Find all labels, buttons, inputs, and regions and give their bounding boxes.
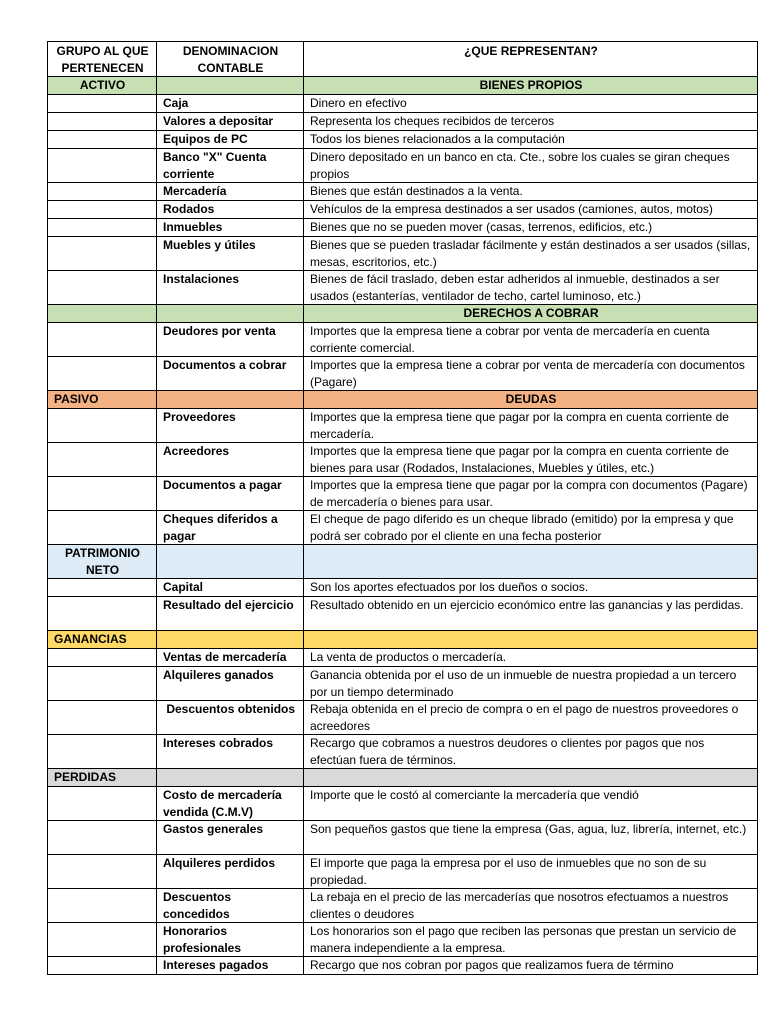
group-row — [48, 631, 758, 649]
group-label: PERDIDAS — [48, 769, 157, 787]
account-description: El cheque de pago diferido es un cheque librado (emitido) por la empresa y que podrá ser cobrado por el cliente en una fecha posterior — [304, 511, 758, 545]
group-empty-cell — [157, 305, 304, 323]
account-description: Vehículos de la empresa destinados a ser usados (camiones, autos, motos) — [304, 201, 758, 219]
account-name: Capital — [157, 579, 304, 597]
group-empty-cell — [48, 667, 157, 701]
account-description: La rebaja en el precio de las mercaderías que nosotros efectuamos a nuestros clientes o deudores — [304, 889, 758, 923]
account-name: Valores a depositar — [157, 113, 304, 131]
account-description: Los honorarios son el pago que reciben las personas que prestan un servicio de manera independiente a la empresa. — [304, 923, 758, 957]
section-label — [304, 631, 758, 649]
account-name: Proveedores — [157, 409, 304, 443]
header-group-cell: GRUPO AL QUE PERTENECEN — [48, 42, 157, 77]
group-empty-cell — [48, 649, 157, 667]
group-empty-cell — [157, 545, 304, 579]
account-name: Alquileres perdidos — [157, 855, 304, 889]
account-description: Ganancia obtenida por el uso de un inmueble de nuestra propiedad a un tercero por un tiempo determinado — [304, 667, 758, 701]
section-label: DERECHOS A COBRAR — [304, 305, 758, 323]
group-empty-cell — [48, 113, 157, 131]
account-name: Honorarios profesionales — [157, 923, 304, 957]
header-denomination-cell: DENOMINACION CONTABLE — [157, 42, 304, 77]
account-description: Importes que la empresa tiene a cobrar por venta de mercadería con documentos (Pagare) — [304, 357, 758, 391]
account-name: Instalaciones — [157, 271, 304, 305]
account-row — [48, 219, 758, 237]
account-name: Descuentos obtenidos — [157, 701, 304, 735]
group-empty-cell — [48, 357, 157, 391]
account-name: Intereses pagados — [157, 957, 304, 975]
account-description: Son pequeños gastos que tiene la empresa (Gas, agua, luz, librería, internet, etc.) — [304, 821, 758, 855]
account-description: El importe que paga la empresa por el uso de inmuebles que no son de su propiedad. — [304, 855, 758, 889]
account-name: Rodados — [157, 201, 304, 219]
account-description: Bienes que se pueden trasladar fácilmente y están destinados a ser usados (sillas, mesas, escritorios, etc.) — [304, 237, 758, 271]
group-empty-cell — [48, 409, 157, 443]
group-label: PATRIMONIO NETO — [48, 545, 157, 579]
group-empty-cell — [48, 443, 157, 477]
group-empty-cell — [48, 323, 157, 357]
account-row — [48, 579, 758, 597]
group-empty-cell — [48, 183, 157, 201]
group-row — [48, 77, 758, 95]
account-row — [48, 183, 758, 201]
account-name: Equipos de PC — [157, 131, 304, 149]
account-description: Importes que la empresa tiene que pagar por la compra en cuenta corriente de mercadería. — [304, 409, 758, 443]
group-empty-cell — [48, 271, 157, 305]
accounts-body — [48, 77, 758, 975]
account-name: Gastos generales — [157, 821, 304, 855]
account-description: Importes que la empresa tiene que pagar por la compra en cuenta corriente de bienes para usar (Rodados, Instalaciones, Muebles y útiles, etc.) — [304, 443, 758, 477]
account-name: Alquileres ganados — [157, 667, 304, 701]
group-empty-cell — [157, 391, 304, 409]
group-row — [48, 391, 758, 409]
account-row — [48, 923, 758, 957]
group-empty-cell — [48, 855, 157, 889]
account-name: Acreedores — [157, 443, 304, 477]
account-description: Bienes que están destinados a la venta. — [304, 183, 758, 201]
account-name: Costo de mercadería vendida (C.M.V) — [157, 787, 304, 821]
account-description: Representa los cheques recibidos de terceros — [304, 113, 758, 131]
group-empty-cell — [48, 579, 157, 597]
group-row — [48, 769, 758, 787]
header-meaning-cell: ¿QUE REPRESENTAN? — [304, 42, 758, 77]
account-name: Resultado del ejercicio — [157, 597, 304, 631]
account-row — [48, 357, 758, 391]
account-description: Son los aportes efectuados por los dueños o socios. — [304, 579, 758, 597]
group-empty-cell — [48, 957, 157, 975]
group-label — [48, 305, 157, 323]
account-row — [48, 735, 758, 769]
account-row — [48, 201, 758, 219]
account-name: Caja — [157, 95, 304, 113]
group-empty-cell — [48, 201, 157, 219]
header-row — [48, 42, 758, 77]
account-description: Resultado obtenido en un ejercicio económico entre las ganancias y las perdidas. — [304, 597, 758, 631]
account-row — [48, 957, 758, 975]
account-name: Descuentos concedidos — [157, 889, 304, 923]
group-empty-cell — [48, 889, 157, 923]
account-row — [48, 511, 758, 545]
account-name: Ventas de mercadería — [157, 649, 304, 667]
group-empty-cell — [48, 149, 157, 183]
account-name: Muebles y útiles — [157, 237, 304, 271]
account-row — [48, 409, 758, 443]
account-name: Cheques diferidos a pagar — [157, 511, 304, 545]
account-row — [48, 323, 758, 357]
account-description: Rebaja obtenida en el precio de compra o en el pago de nuestros proveedores o acreedores — [304, 701, 758, 735]
group-empty-cell — [48, 787, 157, 821]
section-label — [304, 769, 758, 787]
account-description: Todos los bienes relacionados a la computación — [304, 131, 758, 149]
group-label: PASIVO — [48, 391, 157, 409]
account-row — [48, 787, 758, 821]
account-description: Importe que le costó al comerciante la mercadería que vendió — [304, 787, 758, 821]
account-description: Bienes que no se pueden mover (casas, terrenos, edificios, etc.) — [304, 219, 758, 237]
account-name: Documentos a cobrar — [157, 357, 304, 391]
account-row — [48, 667, 758, 701]
account-row — [48, 131, 758, 149]
account-row — [48, 477, 758, 511]
account-row — [48, 597, 758, 631]
section-label: DEUDAS — [304, 391, 758, 409]
account-description: Recargo que cobramos a nuestros deudores o clientes por pagos que nos efectúan fuera de términos. — [304, 735, 758, 769]
account-name: Mercadería — [157, 183, 304, 201]
group-empty-cell — [157, 77, 304, 95]
group-empty-cell — [157, 631, 304, 649]
account-row — [48, 113, 758, 131]
group-empty-cell — [48, 131, 157, 149]
group-row — [48, 305, 758, 323]
account-description: Recargo que nos cobran por pagos que realizamos fuera de término — [304, 957, 758, 975]
account-name: Banco "X" Cuenta corriente — [157, 149, 304, 183]
group-empty-cell — [48, 923, 157, 957]
group-empty-cell — [48, 821, 157, 855]
account-name: Intereses cobrados — [157, 735, 304, 769]
group-empty-cell — [48, 219, 157, 237]
account-name: Deudores por venta — [157, 323, 304, 357]
account-name: Documentos a pagar — [157, 477, 304, 511]
account-row — [48, 821, 758, 855]
account-row — [48, 889, 758, 923]
account-row — [48, 271, 758, 305]
group-empty-cell — [48, 597, 157, 631]
account-description: Dinero en efectivo — [304, 95, 758, 113]
account-row — [48, 649, 758, 667]
account-row — [48, 149, 758, 183]
account-description: Bienes de fácil traslado, deben estar adheridos al inmueble, destinados a ser usados (estanterías, ventilador de techo, cartel luminoso, etc.) — [304, 271, 758, 305]
section-label — [304, 545, 758, 579]
group-empty-cell — [48, 701, 157, 735]
group-row — [48, 545, 758, 579]
group-empty-cell — [48, 477, 157, 511]
account-row — [48, 443, 758, 477]
group-label: GANANCIAS — [48, 631, 157, 649]
account-name: Inmuebles — [157, 219, 304, 237]
account-description: Importes que la empresa tiene que pagar por la compra con documentos (Pagare) de mercadería o bienes para usar. — [304, 477, 758, 511]
group-empty-cell — [48, 95, 157, 113]
group-label: ACTIVO — [48, 77, 157, 95]
account-row — [48, 701, 758, 735]
group-empty-cell — [48, 735, 157, 769]
group-empty-cell — [48, 237, 157, 271]
group-empty-cell — [48, 511, 157, 545]
account-row — [48, 237, 758, 271]
account-row — [48, 855, 758, 889]
account-row — [48, 95, 758, 113]
accounts-table — [47, 41, 758, 975]
section-label: BIENES PROPIOS — [304, 77, 758, 95]
group-empty-cell — [157, 769, 304, 787]
account-description: Dinero depositado en un banco en cta. Cte., sobre los cuales se giran cheques propios — [304, 149, 758, 183]
account-description: Importes que la empresa tiene a cobrar por venta de mercadería en cuenta corriente comercial. — [304, 323, 758, 357]
account-description: La venta de productos o mercadería. — [304, 649, 758, 667]
